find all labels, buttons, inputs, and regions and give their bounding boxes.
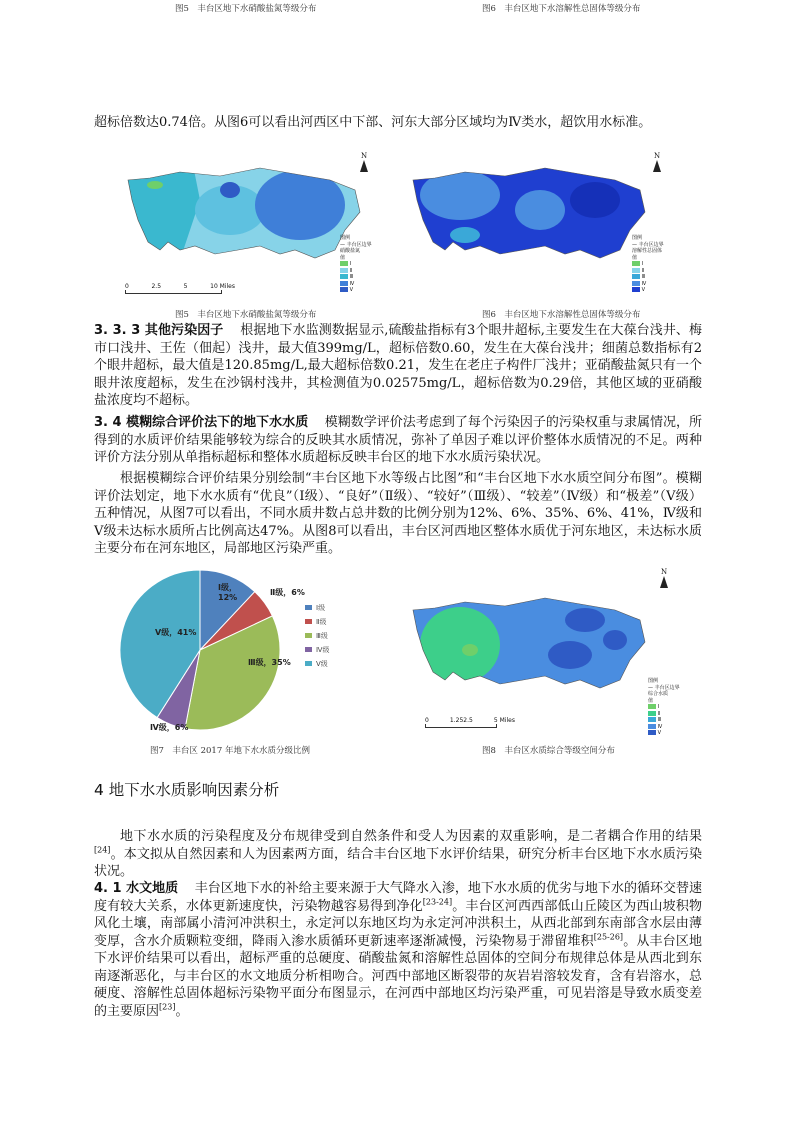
legend-class-4: Ⅳ: [632, 281, 664, 288]
map5-scalebar: 0 2.5 5 10 Miles: [125, 283, 235, 294]
legend-class-1: Ⅰ: [340, 261, 372, 268]
legend-boundary: — 丰台区边界: [632, 241, 664, 248]
map8-legend: [648, 678, 680, 737]
legend-class-1: Ⅰ: [648, 704, 680, 711]
map6-legend: [632, 235, 664, 294]
section-3-3-3-heading: 3. 3. 3 其他污染因子: [94, 323, 224, 338]
legend-title: 图例: [648, 678, 659, 684]
north-arrow-icon: [657, 568, 671, 588]
legend-title: 图例: [340, 235, 351, 241]
fig6-caption: 图6 丰台区地下水溶解性总固体等级分布: [482, 310, 641, 320]
legend-class-5: Ⅴ: [648, 730, 680, 737]
section-3-4-para2: 根据模糊综合评价结果分别绘制“丰台区地下水等级占比图”和“丰台区地下水水质空间分布图”。模糊评价法划定，地下水水质有“优良”（Ⅰ级）、“良好”（Ⅱ级）、“较好”（Ⅲ级）、“较差”（Ⅳ级）和“极差”（Ⅴ级）五种情况，从图7可以看出，不同水质井数占总井数的比例分别为12%、6%、35%、6%、41%，Ⅳ级和Ⅴ级未达标水质所占比例高达47%。从图8可以看出，丰台区河西地区整体水质优于河东地区，未达标水质主要分布在河东地区，局部地区污染严重。: [94, 471, 702, 556]
section-3-4: [94, 414, 702, 467]
legend-swatch: [305, 619, 312, 624]
legend-class-2: Ⅱ: [648, 711, 680, 718]
map-fig8: [405, 580, 675, 720]
citation: [23-24]: [422, 897, 453, 907]
pie-slice-label: Ⅱ级，6%: [270, 588, 305, 597]
legend-swatch: [305, 647, 312, 652]
legend-swatch: [305, 605, 312, 610]
legend-class-3: Ⅲ: [648, 717, 680, 724]
legend-class-4: Ⅳ: [648, 724, 680, 731]
citation: [23]: [159, 1002, 176, 1012]
legend-class-2: Ⅱ: [340, 268, 372, 275]
section-3-4-heading: 3. 4 模糊综合评价法下的地下水水质: [94, 415, 309, 430]
legend-label: Ⅳ级: [316, 646, 330, 654]
legend-value: 值: [340, 254, 346, 261]
legend-label: Ⅲ级: [316, 632, 328, 640]
legend-layer: 溶解性总固体: [632, 248, 663, 254]
legend-boundary: — 丰台区边界: [340, 241, 372, 248]
north-label: N: [660, 568, 668, 576]
legend-layer: 综合水质: [648, 691, 669, 697]
legend-class-3: Ⅲ: [632, 274, 664, 281]
citation: [24]: [94, 845, 111, 855]
legend-label: Ⅴ级: [316, 660, 328, 668]
legend-class-5: Ⅴ: [632, 287, 664, 294]
map8-scalebar: 0 1.252.5 5 Miles: [425, 717, 515, 728]
intro-paragraph: 超标倍数达0.74倍。从图6可以看出河西区中下部、河东大部分区域均为Ⅳ类水，超饮用水标准。: [94, 115, 652, 130]
section-4-heading: 4 地下水水质影响因素分析: [94, 781, 280, 799]
pie-slice-label: Ⅳ级，6%: [150, 723, 189, 732]
citation: [25-26]: [593, 932, 624, 942]
legend-title: 图例: [632, 235, 643, 241]
legend-class-5: Ⅴ: [340, 287, 372, 294]
legend-class-4: Ⅳ: [340, 281, 372, 288]
legend-value: 值: [648, 697, 654, 704]
pie-chart-fig7: [120, 565, 380, 745]
legend-layer: 硝酸盐氮: [340, 248, 361, 254]
fig5-caption: 图5 丰台区地下水硝酸盐氮等级分布: [175, 310, 317, 320]
legend-class-2: Ⅱ: [632, 268, 664, 275]
legend-swatch: [305, 633, 312, 638]
north-label: N: [360, 152, 368, 160]
pie-slice-label: Ⅰ级， 12%: [218, 583, 238, 602]
north-label: N: [653, 152, 661, 160]
legend-boundary: — 丰台区边界: [648, 684, 680, 691]
section-3-4-body1: 模糊数学评价法考虑到了每个污染因子的污染权重与隶属情况，所得到的水质评价结果能够较为综合的反映其水质情况，弥补了单因子难以评价整体水质情况的不足。两种评价方法分别从单指标超标和整体水质超标反映丰台区的地下水水质污染状况。: [94, 415, 702, 465]
fig7-caption: 图7 丰台区 2017 年地下水水质分级比例: [150, 746, 310, 756]
north-arrow-icon: [650, 152, 664, 172]
map5-legend: [340, 235, 372, 294]
legend-class-3: Ⅲ: [340, 274, 372, 281]
legend-value: 值: [632, 254, 638, 261]
section-4-body: 地下水水质的污染程度及分布规律受到自然条件和受人为因素的双重影响，是二者耦合作用的结果[24]。本文拟从自然因素和人为因素两方面，结合丰台区地下水评价结果，研究分析丰台区地下水水质污染状况。: [94, 829, 702, 879]
fig6-caption-top: 图6 丰台区地下水溶解性总固体等级分布: [482, 4, 641, 14]
fig5-caption-top: 图5 丰台区地下水硝酸盐氮等级分布: [175, 4, 317, 14]
section-4-1: 4. 1 水文地质 丰台区地下水的补给主要来源于大气降水入渗，地下水水质的优劣与地下水的循环交替速度有较大关系，水体更新速度快，污染物越容易得到净化[23-24]。丰台区河西西部低山丘陵区为西山坡积物风化土壤，南部属小清河冲洪积土，永定河以东地区均为永定河冲洪积土，从西北部到东南部含水层由薄变厚，含水介质颗粒变细，降雨入渗水质循环更新速率逐渐减慢，污染物易于滞留堆积[25-26]。从丰台区地下水评价结果可以看出，超标严重的总硬度、硝酸盐氮和溶解性总固体的空间分布规律总体是从西北到东南逐渐恶化，与丰台区的水文地质分析相吻合。河西中部地区断裂带的灰岩岩溶较发育，含有岩溶水，总硬度、溶解性总固体超标污染物平面分布图显示，在河西中部地区均污染严重，可见岩溶是导致水质变差的主要原因[23]。: [94, 881, 702, 1019]
legend-label: Ⅰ级: [316, 604, 326, 612]
north-arrow-icon: [357, 152, 371, 172]
section-3-3-3-body: 根据地下水监测数据显示,硫酸盐指标有3个眼井超标,主要发生在大葆台浅井、梅市口浅井、王佐（佃起）浅井，最大值399mg/L，超标倍数0.60，发生在大葆台浅井；细菌总数指标有2个眼井超标，最大值是120.85mg/L,最大超标倍数0.21，发生在老庄子构件厂浅井；亚硝酸盐氮只有一个眼井浓度超标，发生在沙锅村浅井，其检测值为0.02575mg/L，超标倍数为0.29倍，其他区域的亚硝酸盐浓度均不超标。: [94, 323, 702, 408]
section-3-3-3: [94, 322, 702, 410]
legend-label: Ⅱ级: [316, 618, 327, 626]
legend-class-1: Ⅰ: [632, 261, 664, 268]
pie-slice-label: Ⅲ级，35%: [248, 658, 291, 667]
fig8-caption: 图8 丰台区水质综合等级空间分布: [482, 746, 615, 756]
legend-swatch: [305, 661, 312, 666]
section-4-1-heading: 4. 1 水文地质: [94, 881, 179, 896]
pie-slice-label: Ⅴ级，41%: [155, 628, 197, 637]
